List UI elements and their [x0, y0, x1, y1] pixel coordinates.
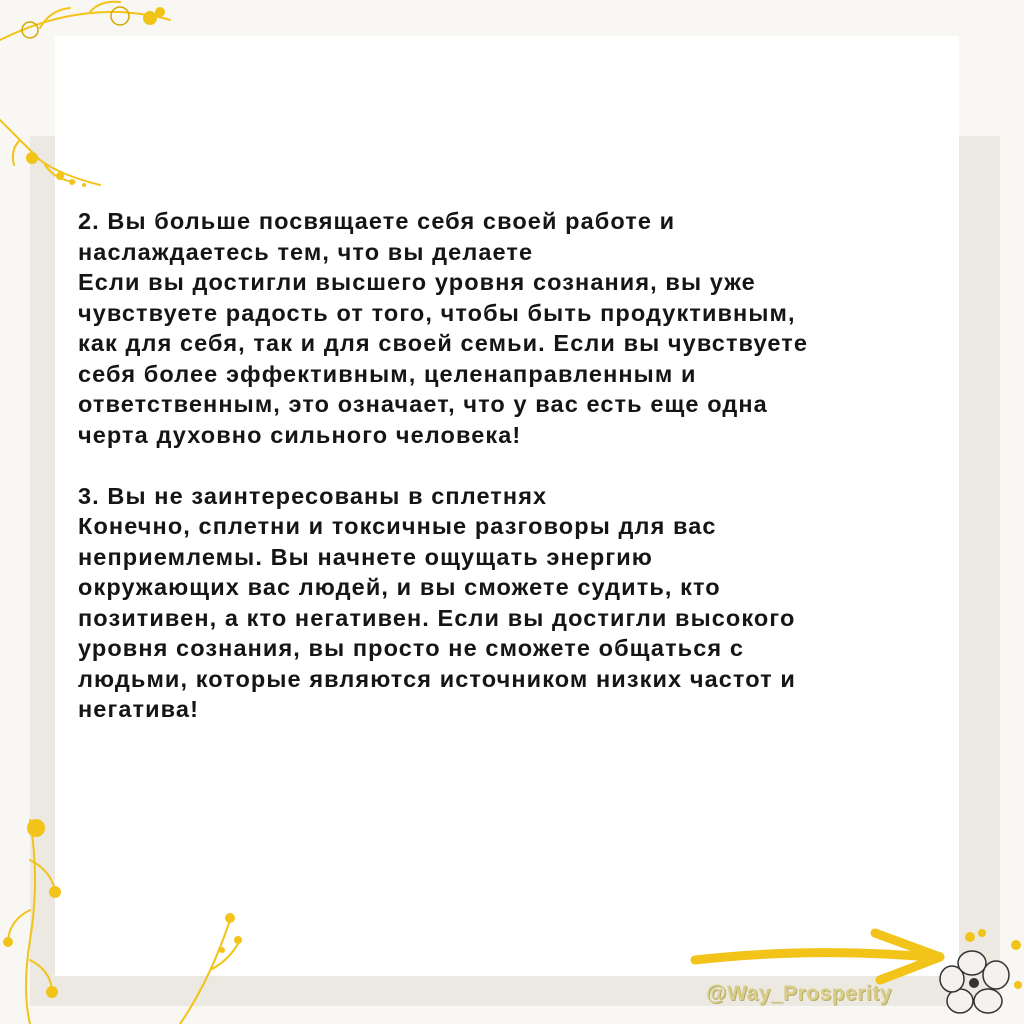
text-line: негатива!: [78, 696, 200, 722]
text-line: Если вы достигли высшего уровня сознания, вы уже: [78, 269, 756, 295]
text-line: ответственным, это означает, что у вас есть еще одна: [78, 391, 768, 417]
article-text: [78, 206, 958, 725]
text-line: чувствуете радость от того, чтобы быть продуктивным,: [78, 299, 796, 326]
section-energy-work: [78, 206, 958, 450]
text-line: Конечно, сплетни и токсичные разговоры для вас: [78, 513, 717, 539]
text-line: наслаждаетесь тем, что вы делаете: [78, 238, 534, 265]
arrow-right-icon: [690, 925, 960, 985]
text-line: неприемлемы. Вы начнете ощущать энергию: [78, 543, 653, 570]
text-line: окружающих вас людей, и вы сможете судить, кто: [78, 574, 721, 600]
text-line: 2. Вы больше посвящаете себя своей работе и: [78, 208, 676, 234]
floral-sprig-icon: [0, 0, 200, 200]
flower-icon: [930, 925, 1024, 1024]
text-line: черта духовно сильного человека!: [78, 421, 522, 448]
section-gossip: [78, 481, 958, 725]
text-line: уровня сознания, вы просто не сможете общаться с: [78, 635, 745, 661]
floral-vine-icon: [0, 800, 250, 1024]
text-line: людьми, которые являются источником низких частот и: [78, 665, 796, 692]
author-handle: @Way_Prosperity: [706, 982, 892, 1005]
text-line: как для себя, так и для своей семьи. Если вы чувствуете: [78, 330, 809, 356]
text-line: себя более эффективным, целенаправленным и: [78, 360, 697, 387]
text-line: позитивен, а кто негативен. Если вы достигли высокого: [78, 604, 796, 631]
text-line: 3. Вы не заинтересованы в сплетнях: [78, 482, 548, 509]
